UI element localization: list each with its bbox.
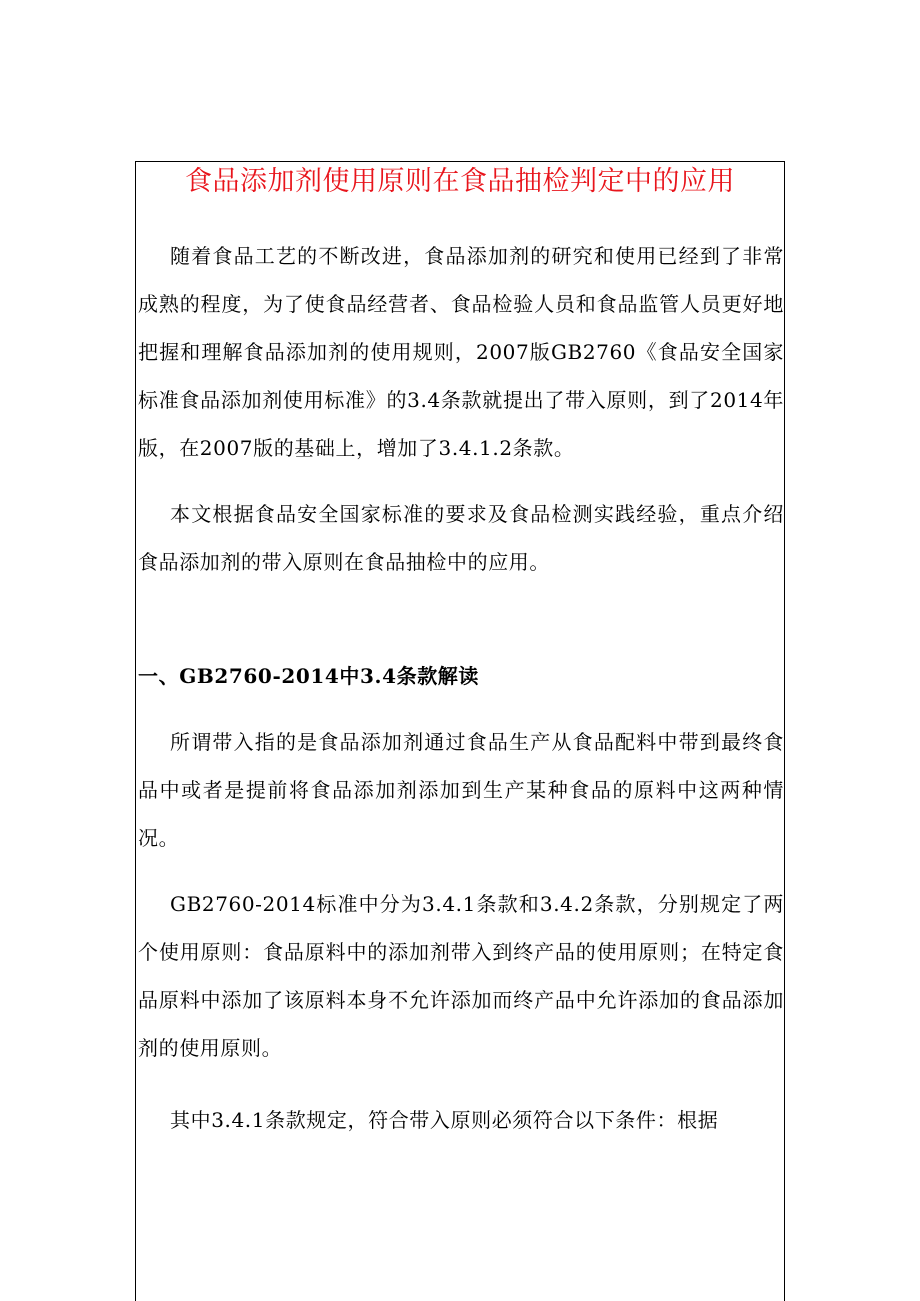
paragraph-clause-341: 其中3.4.1条款规定，符合带入原则必须符合以下条件：根据 xyxy=(170,1108,719,1132)
document-title: 食品添加剂使用原则在食品抽检判定中的应用 xyxy=(185,166,735,197)
paragraph-definition: 所谓带入指的是食品添加剂通过食品生产从食品配料中带到最终食品中或者是提前将食品添加剂添加到生产某种食品的原料中这两种情况。 xyxy=(138,730,784,850)
section-heading-1: 一、GB2760-2014中3.4条款解读 xyxy=(138,664,480,688)
paragraph-purpose: 本文根据食品安全国家标准的要求及食品检测实践经验，重点介绍食品添加剂的带入原则在食品抽检中的应用。 xyxy=(138,502,784,574)
paragraph-standard-clauses: GB2760-2014标准中分为3.4.1条款和3.4.2条款，分别规定了两个使用原则：食品原料中的添加剂带入到终产品的使用原则；在特定食品原料中添加了该原料本身不允许添加而终产品中允许添加的食品添加剂的使用原则。 xyxy=(138,892,784,1060)
paragraph-intro: 随着食品工艺的不断改进，食品添加剂的研究和使用已经到了非常成熟的程度，为了使食品经营者、食品检验人员和食品监管人员更好地把握和理解食品添加剂的使用规则，2007版GB2760《食品安全国家标准食品添加剂使用标准》的3.4条款就提出了带入原则，到了2014年版，在2007版的基础上，增加了3.4.1.2条款。 xyxy=(138,244,784,460)
